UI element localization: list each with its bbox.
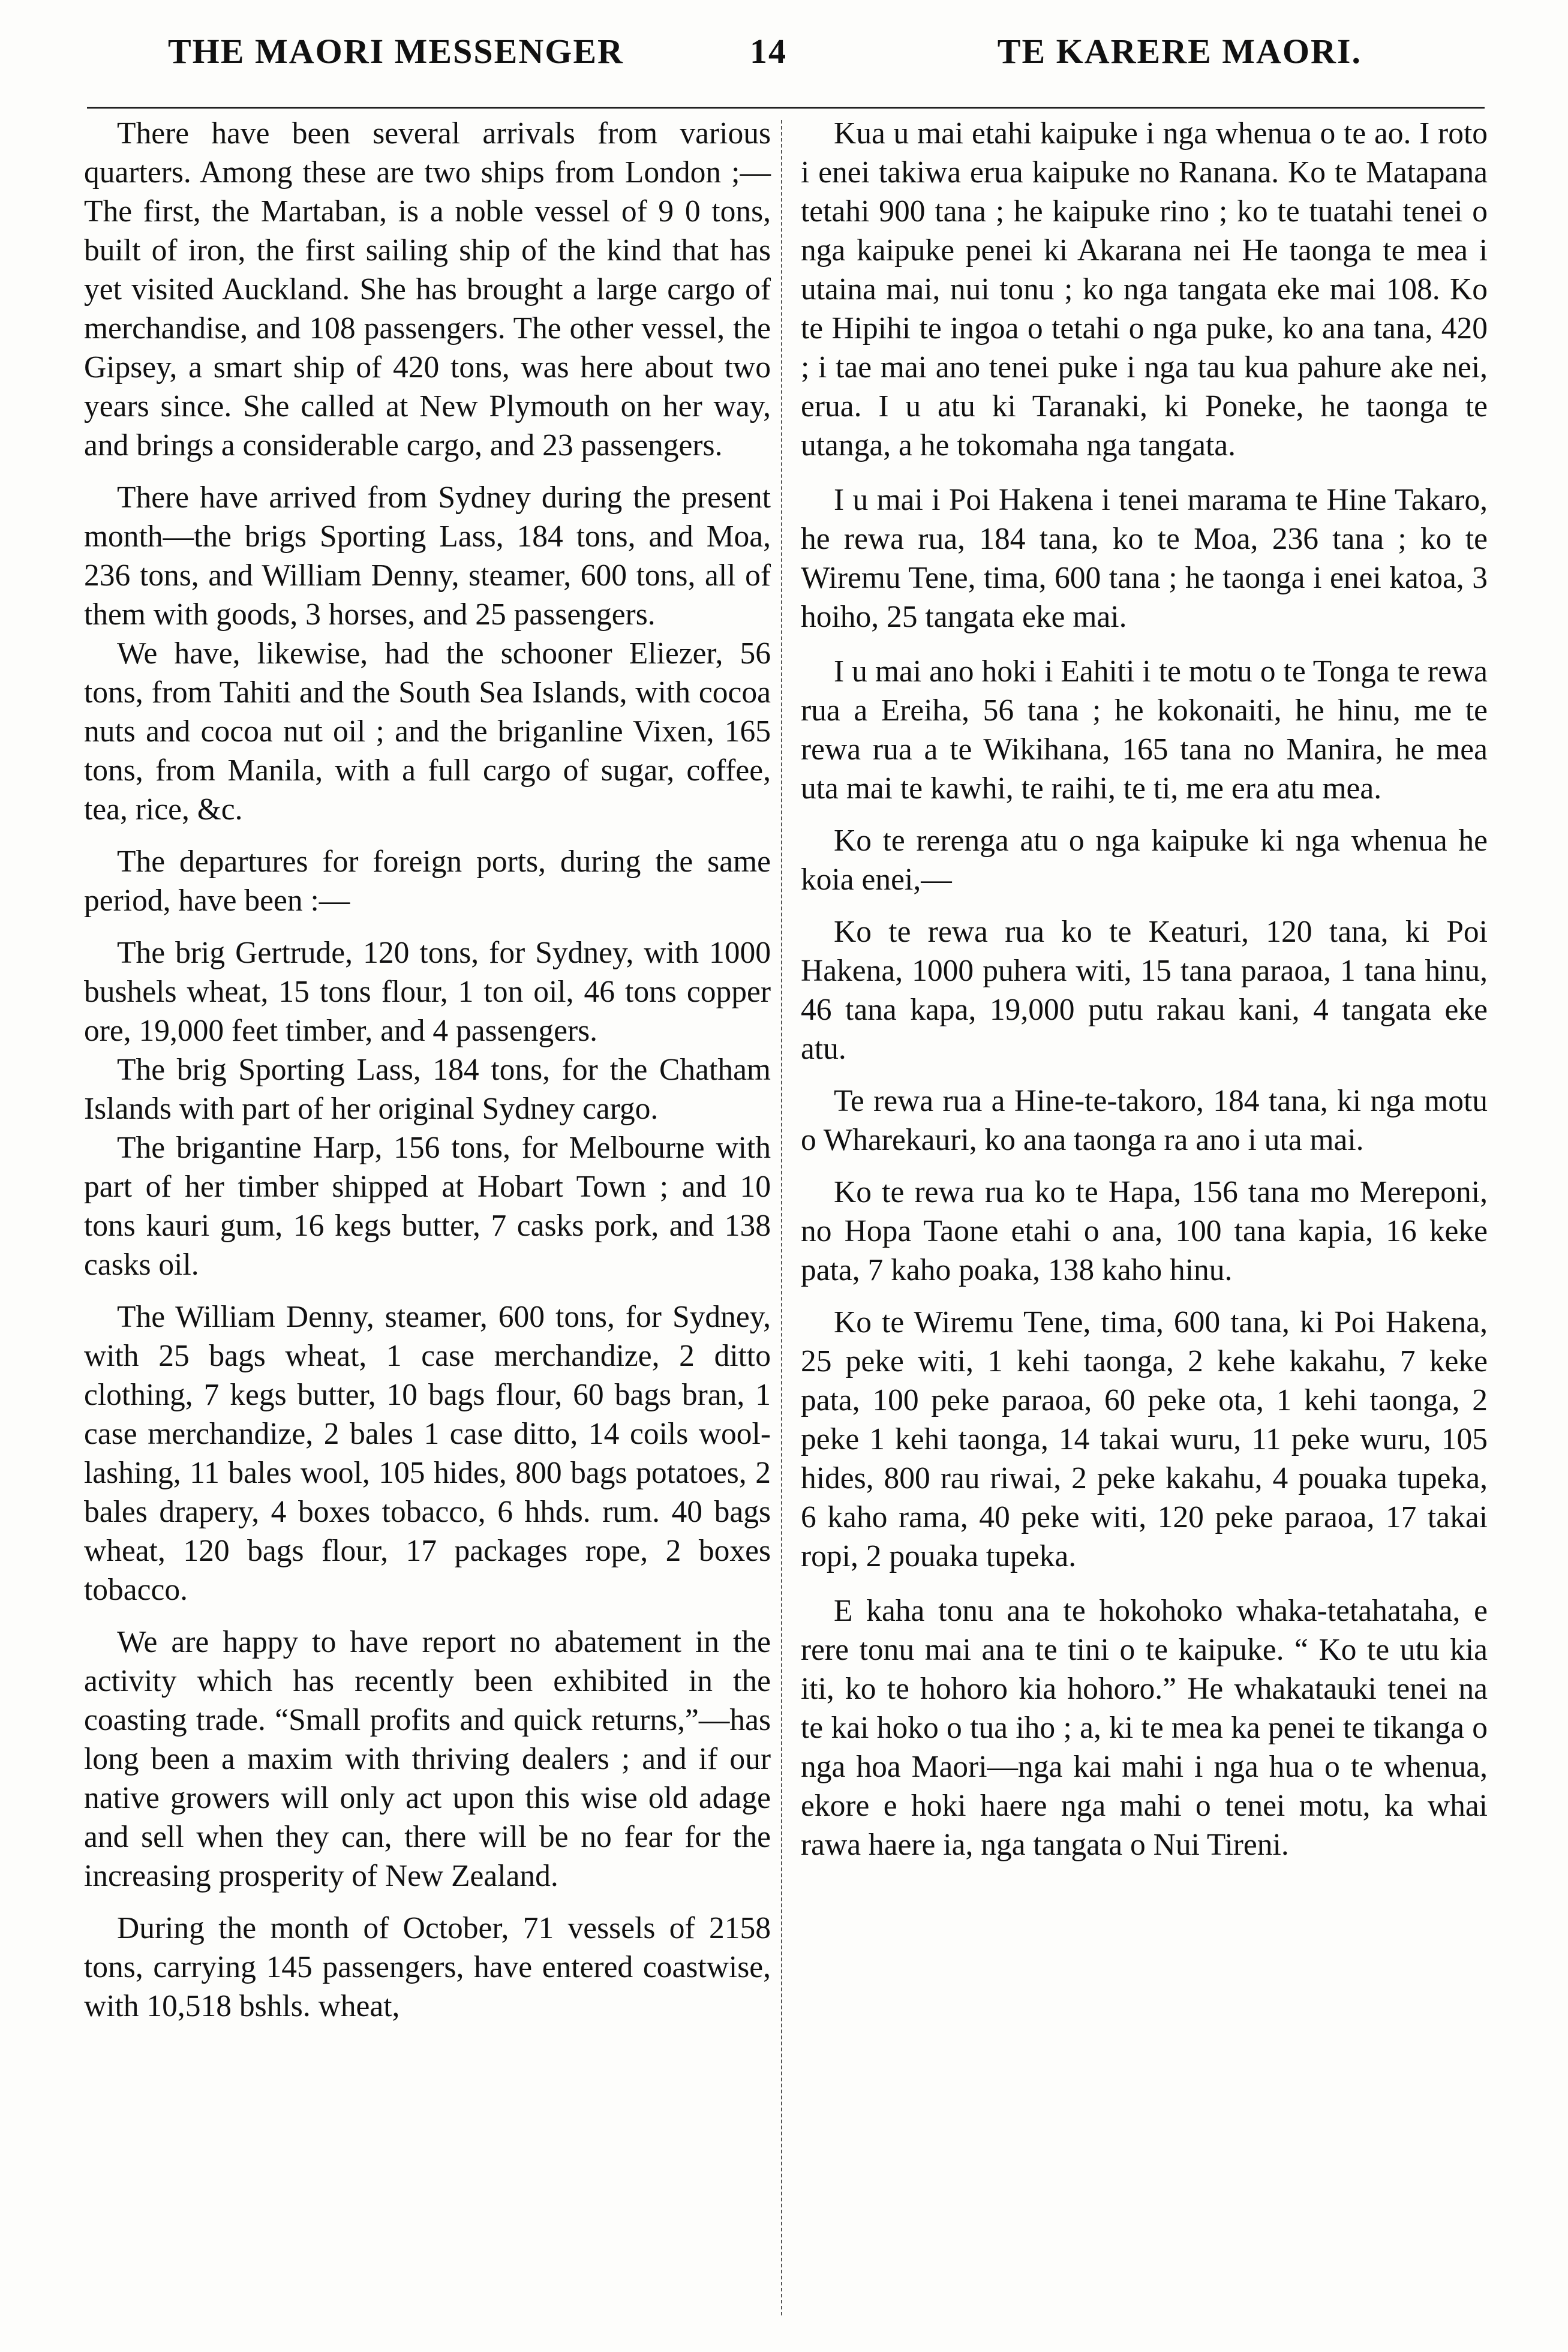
maori-title: TE KARERE MAORI. [997,32,1362,71]
maori-paragraph-hapa: Ko te rewa rua ko te Hapa, 156 tana mo Mereponi, no Hopa Taone etahi o ana, 100 tana kapia, 16 keke pata, 7 kaho poaka, 138 kaho hinu. [801,1175,1488,1287]
header-rule [87,107,1485,109]
column-divider [781,120,783,2315]
maori-column [801,114,1488,1878]
english-paragraph-gertrude: The brig Gertrude, 120 tons, for Sydney, with 1000 bushels wheat, 15 tons flour, 1 ton oil, 46 tons copper ore, 19,000 feet timber, and 4 passengers. [84,936,771,1048]
maori-paragraph-sydney: I u mai i Poi Hakena i tenei marama te Hine Takaro, he rewa rua, 184 tana, ko te Moa, 236 tana ; ko te Wiremu Tene, tima, 600 tana ; he taonga i enei katoa, 3 hoiho, 25 tangata eke mai. [801,483,1488,634]
maori-paragraph-arrivals: Kua u mai etahi kaipuke i nga whenua o te ao. I roto i enei takiwa erua kaipuke no Ranana. Ko te Matapana tetahi 900 tana ; he kaipuke rino ; ko te tuatahi tenei o nga kaipuke penei ki Akarana nei He taonga te mea i utaina mai, nui tonu ; ko nga tangata eke mai 108. Ko te Hipihi te ingoa o tetahi o nga puke, ko ana tana, 420 ; i tae mai ano tenei puke i nga tau kua pahure ake nei, erua. I u atu ki Taranaki, ki Poneke, he taonga te utanga, a he tokomaha nga tangata. [801,116,1488,462]
english-paragraph-arrivals-sydney: There have arrived from Sydney during the present month—the brigs Sporting Lass, 184 tons, and Moa, 236 tons, and William Denny, steamer, 600 tons, all of them with goods, 3 horses, and 25 passengers. [84,480,771,632]
english-paragraph-william-denny: The William Denny, steamer, 600 tons, for Sydney, with 25 bags wheat, 1 case merchandize, 2 ditto clothing, 7 kegs butter, 10 bags flour, 60 bags bran, 1 case merchandize, 2 bales 1 case ditto, 14 coils wool-lashing, 11 bales wool, 105 hides, 800 bags potatoes, 2 bales drapery, 4 boxes tobacco, 6 hhds. rum. 40 bags wheat, 120 bags flour, 17 packages rope, 2 boxes tobacco. [84,1300,771,1607]
english-column [84,114,771,2039]
english-paragraph-harp: The brigantine Harp, 156 tons, for Melbourne with part of her timber shipped at Hobart Town ; and 10 tons kauri gum, 16 kegs butter, 7 casks pork, and 138 casks oil. [84,1131,771,1282]
maori-paragraph-keaturi: Ko te rewa rua ko te Keaturi, 120 tana, ki Poi Hakena, 1000 puhera witi, 15 tana paraoa, 1 tana hinu, 46 tana kapa, 19,000 putu rakau kani, 4 tangata eke atu. [801,915,1488,1066]
maori-paragraph-wiremu-tene: Ko te Wiremu Tene, tima, 600 tana, ki Poi Hakena, 25 peke witi, 1 kehi taonga, 2 kehe kakahu, 7 keke pata, 100 peke paraoa, 60 peke ota, 1 kehi taonga, 2 peke 1 kehi taonga, 14 takai wuru, 11 peke wuru, 105 hides, 800 rau riwai, 2 peke kakahu, 4 pouaka tupeka, 6 kaho rama, 40 peke witi, 120 peke paraoa, 17 takai ropi, 2 pouaka tupeka. [801,1305,1488,1573]
maori-paragraph-hokohoko: E kaha tonu ana te hokohoko whaka-tetahataha, e rere tonu mai ana te tini o te kaipuke. “ Ko te utu kia iti, ko te hohoro kia hohoro.” He whakatauki tenei na te kai hoko o tua iho ; a, ki te mea ka penei te tikanga o nga hoa Maori—nga kai mahi i nga hua o te whenua, ekore e hoki haere nga mahi o tenei motu, ka whai rawa haere ia, nga tangata o Nui Tireni. [801,1594,1488,1862]
maori-paragraph-departures-intro: Ko te rerenga atu o nga kaipuke ki nga whenua he koia enei,— [801,824,1488,897]
english-paragraph-arrivals-london: There have been several arrivals from various quarters. Among these are two ships from London ;—The first, the Martaban, is a noble vessel of 9 0 tons, built of iron, the first sailing ship of the kind that has yet visited Auckland. She has brought a large cargo of merchandise, and 108 passengers. The other vessel, the Gipsey, a smart ship of 420 tons, was here about two years since. She called at New Plymouth on her way, and brings a considerable cargo, and 23 passengers. [84,116,771,462]
english-paragraph-sporting-lass: The brig Sporting Lass, 184 tons, for the Chatham Islands with part of her original Sydney cargo. [84,1053,771,1126]
english-paragraph-schooner: We have, likewise, had the schooner Eliezer, 56 tons, from Tahiti and the South Sea Islands, with cocoa nuts and cocoa nut oil ; and the briganline Vixen, 165 tons, from Manila, with a full cargo of sugar, coffee, tea, rice, &c. [84,636,771,827]
maori-paragraph-eahiti: I u mai ano hoki i Eahiti i te motu o te Tonga te rewa rua a Ereiha, 56 tana ; he kokonaiti, he hinu, me te rewa rua a te Wikihana, 165 tana no Manira, he mea uta mai te kawhi, te raihi, te ti, me era atu mea. [801,654,1488,806]
page-number: 14 [750,32,787,71]
english-paragraph-coasting-trade: We are happy to have report no abatement in the activity which has recently been exhibited in the coasting trade. “Small profits and quick returns,”—has long been a maxim with thriving dealers ; and if our native growers will only act upon this wise old adage and sell when they can, there will be no fear for the increasing prosperity of New Zealand. [84,1625,771,1893]
english-title: THE MAORI MESSENGER [168,32,624,71]
maori-paragraph-hine-te-takoro: Te rewa rua a Hine-te-takoro, 184 tana, ki nga motu o Wharekauri, ko ana taonga ra ano i uta mai. [801,1084,1488,1157]
running-head [90,31,1362,85]
english-paragraph-departures-intro: The departures for foreign ports, during the same period, have been :— [84,845,771,918]
english-paragraph-october: During the month of October, 71 vessels of 2158 tons, carrying 145 passengers, have entered coastwise, with 10,518 bshls. wheat, [84,1911,771,2023]
